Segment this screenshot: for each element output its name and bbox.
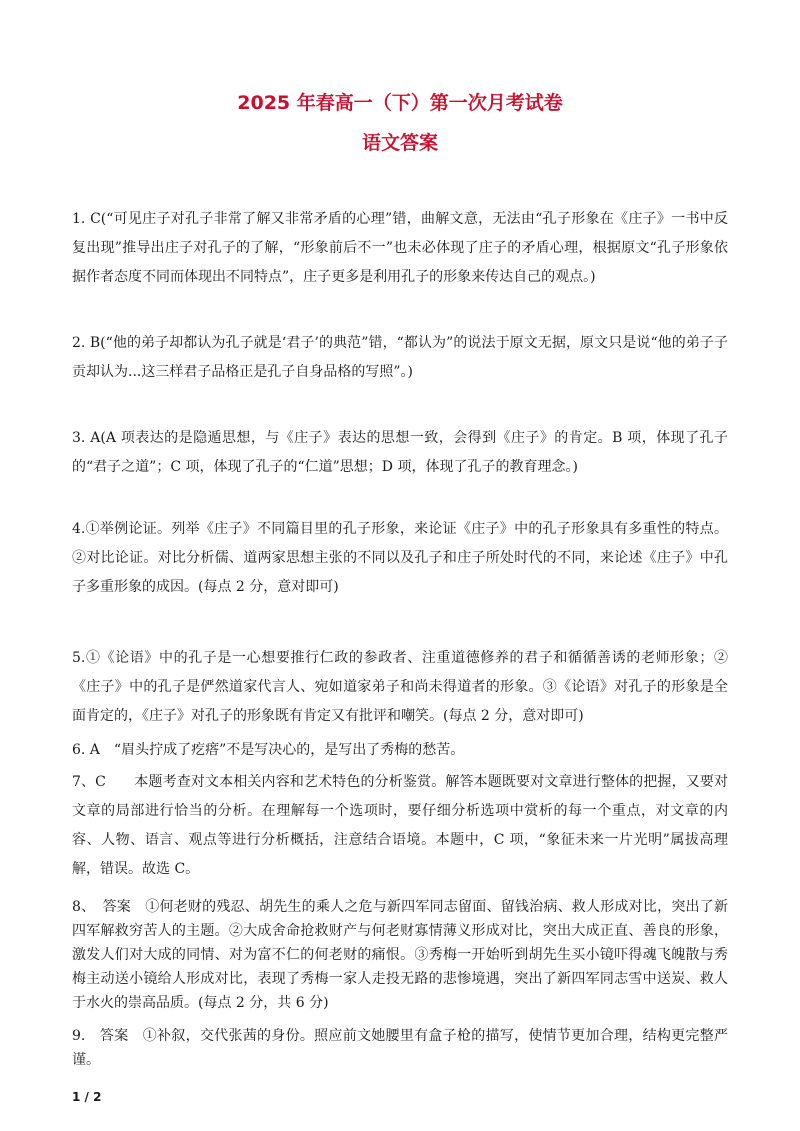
answer-3: 3. A(A 项表达的是隐遁思想，与《庄子》表达的思想一致，会得到《庄子》的肯定。B 项，体现了孔子的“君子之道”；C 项，体现了孔子的“仁道”思想；D 项，体现了孔子的教育理念。)	[72, 430, 728, 475]
answer-1: 1. C(“可见庄子对孔子非常了解又非常矛盾的心理”错，曲解文意，无法由“孔子形象在《庄子》一书中反复出现”推导出庄子对孔子的了解，“形象前后不一”也未必体现了庄子的矛盾心理，根据原文“孔子形象依据作者态度不同而体现出不同特点”，庄子更多是利用孔子的形象来传达自己的观点。)	[72, 211, 728, 285]
answer-7: 7、C 本题考查对文本相关内容和艺术特色的分析鉴赏。解答本题既要对文章进行整体的把握，又要对文章的局部进行恰当的分析。在理解每一个选项时，要仔细分析选项中赏析的每一个重点，对文章的内容、人物、语言、观点等进行分析概括，注意结合语境。本题中，C 项，“象征未来一片光明”属拔高理解，错误。故选 C。	[72, 774, 728, 877]
answer-9: 9. 答案 ①补叙，交代张茜的身份。照应前文她腰里有盒子枪的描写，使情节更加合理，结构更完整严谨。	[72, 1028, 728, 1068]
answer-8: 8、 答案 ①何老财的残忍、胡先生的乘人之危与新四军同志留面、留钱治病、救人形成对比，突出了新四军解救穷苦人的主题。②大成舍命抢救财产与何老财寡情薄义形成对比，突出大成正直、善良的形象，激发人们对大成的同情、对为富不仁的何老财的痛恨。③秀梅一开始听到胡先生买小镜吓得魂飞魄散与秀梅主动送小镜给人形成对比，表现了秀梅一家人走投无路的悲惨境遇，突出了新四军同志雪中送炭、救人于水火的崇高品质。(每点 2 分，共 6 分)	[72, 899, 728, 1011]
page-number: 1 / 2	[72, 1090, 102, 1104]
answer-2: 2. B(“他的弟子却都认为孔子就是‘君子’的典范”错，“都认为”的说法于原文无据，原文只是说“他的弟子子贡却认为...这三样君子品格正是孔子自身品格的写照”。)	[72, 335, 728, 380]
answer-5: 5.①《论语》中的孔子是一心想要推行仁政的参政者、注重道德修养的君子和循循善诱的老师形象；②《庄子》中的孔子是俨然道家代言人、宛如道家弟子和尚未得道者的形象。③《论语》对孔子的形象是全面肯定的，《庄子》对孔子的形象既有肯定又有批评和嘲笑。(每点 2 分，意对即可)	[72, 650, 728, 724]
page-subtitle: 语文答案	[361, 132, 438, 154]
answer-4: 4.①举例论证。列举《庄子》不同篇目里的孔子形象，来论证《庄子》中的孔子形象具有多重性的特点。②对比论证。对比分析儒、道两家思想主张的不同以及孔子和庄子所处时代的不同，来论述《庄子》中孔子多重形象的成因。(每点 2 分，意对即可)	[72, 521, 728, 595]
page-title: 2025 年春高一（下）第一次月考试卷	[237, 92, 563, 114]
answer-6: 6. A “眉头拧成了疙瘩”不是写决心的，是写出了秀梅的愁苦。	[72, 742, 465, 758]
